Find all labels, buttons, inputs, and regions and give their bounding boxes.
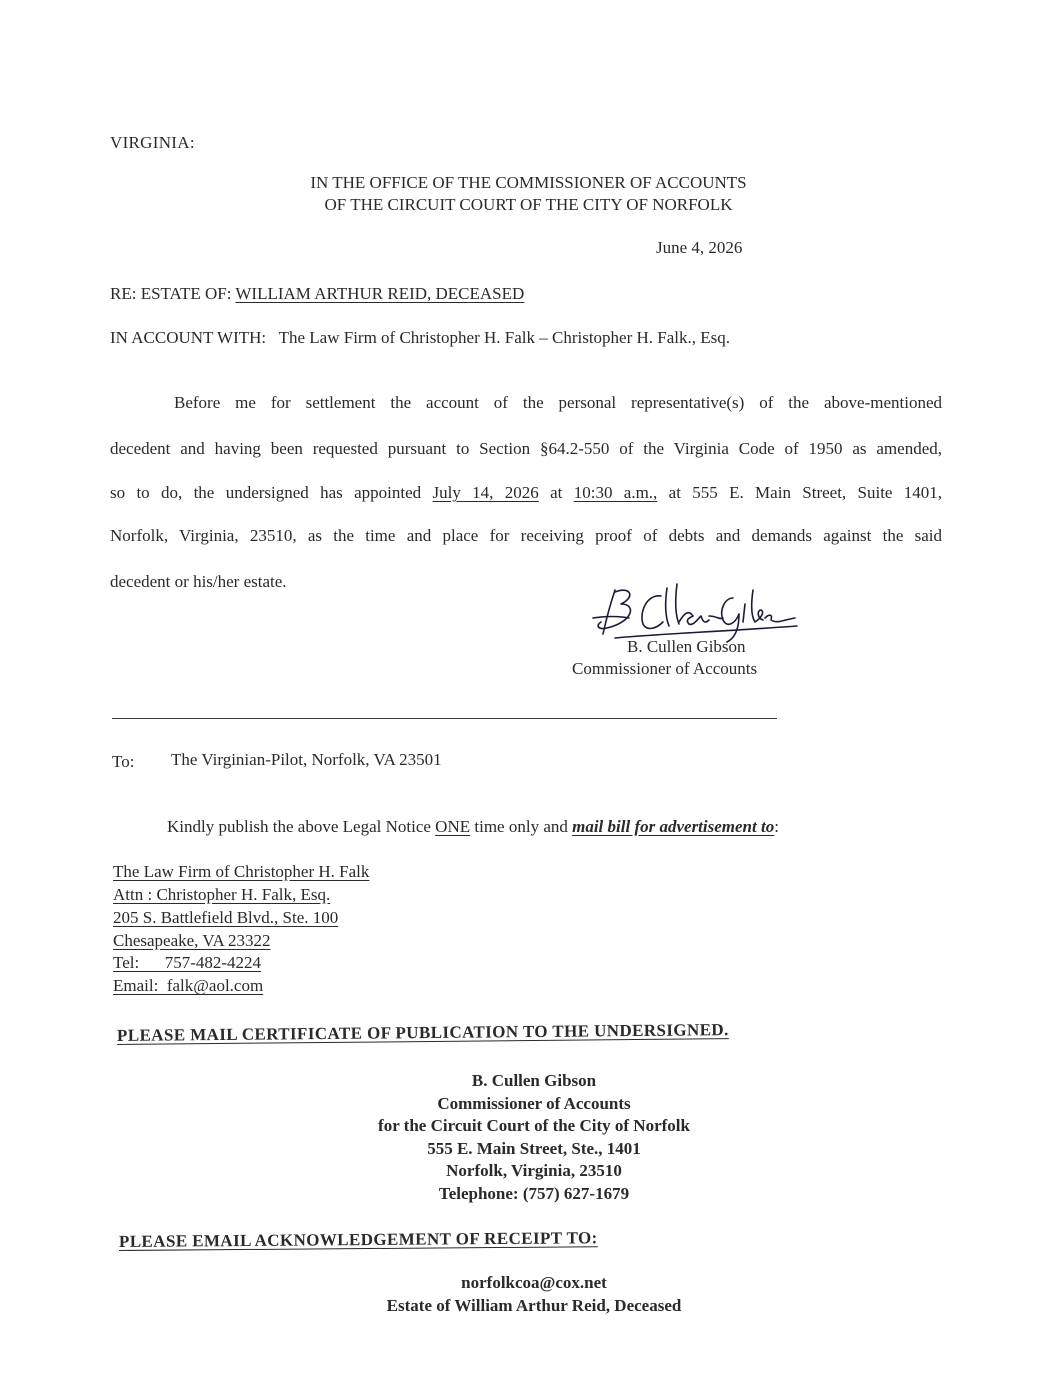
account-line [110, 328, 730, 348]
commissioner-block-line: Telephone: (757) 627-1679 [438, 1184, 630, 1203]
acknowledgement-estate: Estate of William Arthur Reid, Deceased [386, 1296, 682, 1315]
jurisdiction-label: VIRGINIA: [110, 133, 195, 152]
commissioner-block-line: Norfolk, Virginia, 23510 [446, 1161, 622, 1180]
estate-line [110, 284, 524, 304]
hearing-date: July 14, 2026 [432, 483, 539, 502]
account-value: The Law Firm of Christopher H. Falk – Christopher H. Falk., Esq. [278, 328, 731, 347]
to-recipient: The Virginian-Pilot, Norfolk, VA 23501 [171, 750, 442, 769]
publish-instruction [167, 817, 779, 837]
commissioner-block-line: Commissioner of Accounts [437, 1094, 631, 1113]
estate-name: WILLIAM ARTHUR REID, DECEASED [235, 284, 525, 303]
publish-emphasis: mail bill for advertisement to [572, 817, 775, 836]
billing-address-line: Tel: 757-482-4224 [113, 953, 262, 972]
body-line-4: Norfolk, Virginia, 23510, as the time and place for receiving proof of debts and demands against the said [110, 526, 942, 545]
signer-title: Commissioner of Accounts [572, 659, 758, 678]
signer-name: B. Cullen Gibson [627, 637, 746, 656]
commissioner-block-line: 555 E. Main Street, Ste., 1401 [427, 1139, 641, 1158]
acknowledgement-email: norfolkcoa@cox.net [461, 1273, 607, 1292]
billing-address-line: Chesapeake, VA 23322 [113, 931, 271, 950]
to-label: To: [112, 752, 135, 771]
email-acknowledgement-heading: PLEASE EMAIL ACKNOWLEDGEMENT OF RECEIPT TO: [118, 1228, 598, 1251]
office-heading-line-1: IN THE OFFICE OF THE COMMISSIONER OF ACCOUNTS [310, 173, 747, 192]
office-heading-line-2: OF THE CIRCUIT COURT OF THE CITY OF NORFOLK [324, 195, 733, 214]
body-line-2: decedent and having been requested pursuant to Section §64.2-550 of the Virginia Code of 1950 as amended, [110, 439, 942, 458]
body-line-3-post: at 555 E. Main Street, Suite 1401, [668, 483, 943, 502]
publish-mid: time only and [474, 817, 568, 836]
body-line-5: decedent or his/her estate. [110, 572, 287, 591]
commissioner-block-line: for the Circuit Court of the City of Norfolk [378, 1116, 690, 1135]
billing-address-line: The Law Firm of Christopher H. Falk [113, 862, 370, 881]
section-divider [112, 718, 777, 719]
commissioner-block-line: B. Cullen Gibson [471, 1071, 597, 1090]
publish-count: ONE [435, 817, 471, 836]
mail-certificate-heading: PLEASE MAIL CERTIFICATE OF PUBLICATION TO THE UNDERSIGNED. [116, 1020, 729, 1045]
account-label: IN ACCOUNT WITH: [110, 328, 267, 347]
body-line-3-pre: so to do, the undersigned has appointed [110, 483, 422, 502]
body-line-3 [110, 483, 942, 503]
estate-label: RE: ESTATE OF: [110, 284, 232, 303]
billing-address-line: Email: falk@aol.com [113, 976, 264, 995]
body-line-3-at: at [550, 483, 563, 502]
publish-pre: Kindly publish the above Legal Notice [167, 817, 431, 836]
billing-address-line: Attn : Christopher H. Falk, Esq. [113, 885, 331, 904]
billing-address-line: 205 S. Battlefield Blvd., Ste. 100 [113, 908, 339, 927]
notice-date: June 4, 2026 [656, 238, 743, 257]
publish-post: : [774, 817, 779, 836]
hearing-time: 10:30 a.m., [573, 483, 658, 502]
body-line-1: Before me for settlement the account of the personal representative(s) of the above-mentioned [174, 393, 942, 412]
